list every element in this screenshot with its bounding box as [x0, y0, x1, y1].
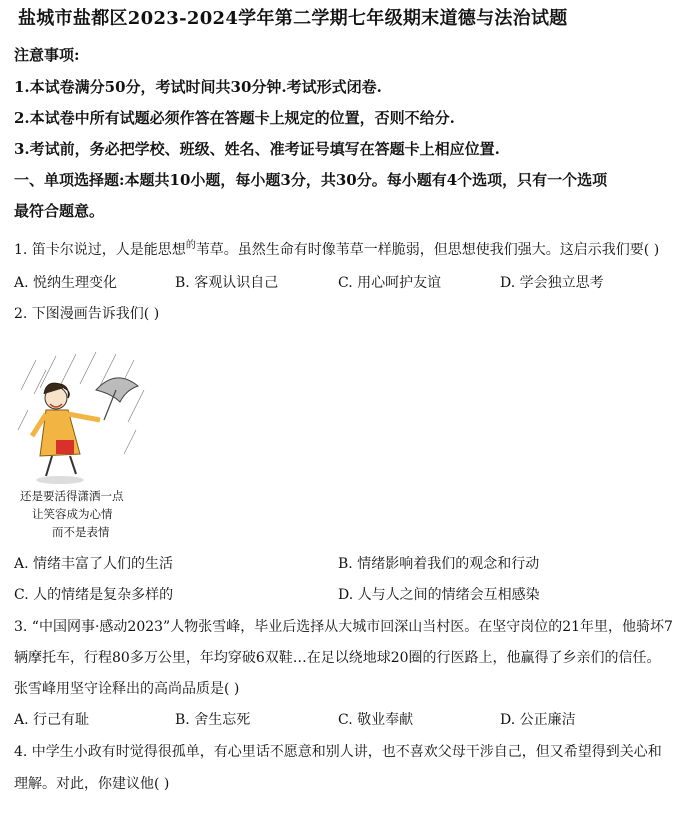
question-3-option-a: A. 行己有耻 [14, 712, 90, 728]
cartoon-image [16, 350, 148, 542]
umbrella-icon [96, 378, 138, 420]
question-3-option-d: D. 公正廉洁 [500, 712, 576, 728]
question-3-stem-line-1: 3. “中国网事·感动2023”人物张雪峰，毕业后选择从大城市回深山当村医。在坚守岗位的21年里，他骑坏7 [14, 619, 673, 635]
question-2-stem: 2. 下图漫画告诉我们( ) [14, 306, 160, 322]
question-1-stem-superscript: 的 [185, 240, 196, 251]
question-1-stem-part-b: 苇草。虽然生命有时像苇草一样脆弱，但思想使我们强大。这启示我们要( ) [195, 242, 660, 258]
cartoon-caption [20, 489, 124, 539]
question-2-option-a: A. 情绪丰富了人们的生活 [14, 556, 174, 572]
question-1-option-b: B. 客观认识自己 [175, 275, 279, 291]
question-3-stem-line-2: 辆摩托车，行程80多万公里，年均穿破6双鞋…在足以绕地球20圈的行医路上，他赢得了乡亲们的信任。 [14, 650, 661, 666]
cartoon-caption-line-2: 让笑容成为心情 [32, 507, 113, 521]
question-1-stem-part-a: 1. 笛卡尔说过，人是能思想 [14, 242, 186, 258]
question-4-stem-line-1: 4. 中学生小政有时觉得很孤单，有心里话不愿意和别人讲，也不喜欢父母干涉自己，但又希望得到关心和 [14, 744, 662, 760]
cartoon-caption-line-1: 还是要活得潇洒一点 [20, 489, 124, 503]
notice-item-1: 1.本试卷满分50分，考试时间共30分钟.考试形式闭卷. [14, 78, 382, 96]
question-4-stem-line-2: 理解。对此，你建议他( ) [14, 776, 170, 792]
notice-item-2: 2.本试卷中所有试题必须作答在答题卡上规定的位置，否则不给分. [14, 109, 455, 127]
rain-lines [18, 352, 144, 454]
exam-title: 盐城市盐都区2023-2024学年第二学期七年级期末道德与法治试题 [18, 8, 568, 29]
section-instruction-line-2: 最符合题意。 [14, 202, 105, 220]
question-3-stem-line-3: 张雪峰用坚守诠释出的高尚品质是( ) [14, 681, 240, 697]
notice-item-3: 3.考试前，务必把学校、班级、姓名、准考证号填写在答题卡上相应位置. [14, 140, 500, 158]
question-1-stem [14, 239, 659, 259]
question-1-option-d: D. 学会独立思考 [500, 275, 604, 291]
question-1-option-c: C. 用心呵护友谊 [338, 275, 442, 291]
notice-heading: 注意事项: [14, 46, 80, 64]
question-3-option-c: C. 敬业奉献 [338, 712, 414, 728]
question-2-option-c: C. 人的情绪是复杂多样的 [14, 587, 174, 603]
question-2-option-b: B. 情绪影响着我们的观念和行动 [338, 556, 540, 572]
section-instruction-line-1: 一、单项选择题:本题共10小题，每小题3分，共30分。每小题有4个选项，只有一个选项 [14, 171, 608, 189]
question-3-option-b: B. 舍生忘死 [175, 712, 251, 728]
girl-figure [32, 383, 100, 484]
cartoon-caption-line-3: 而不是表情 [52, 525, 110, 539]
question-1-option-a: A. 悦纳生理变化 [14, 275, 118, 291]
question-2-option-d: D. 人与人之间的情绪会互相感染 [338, 587, 540, 603]
